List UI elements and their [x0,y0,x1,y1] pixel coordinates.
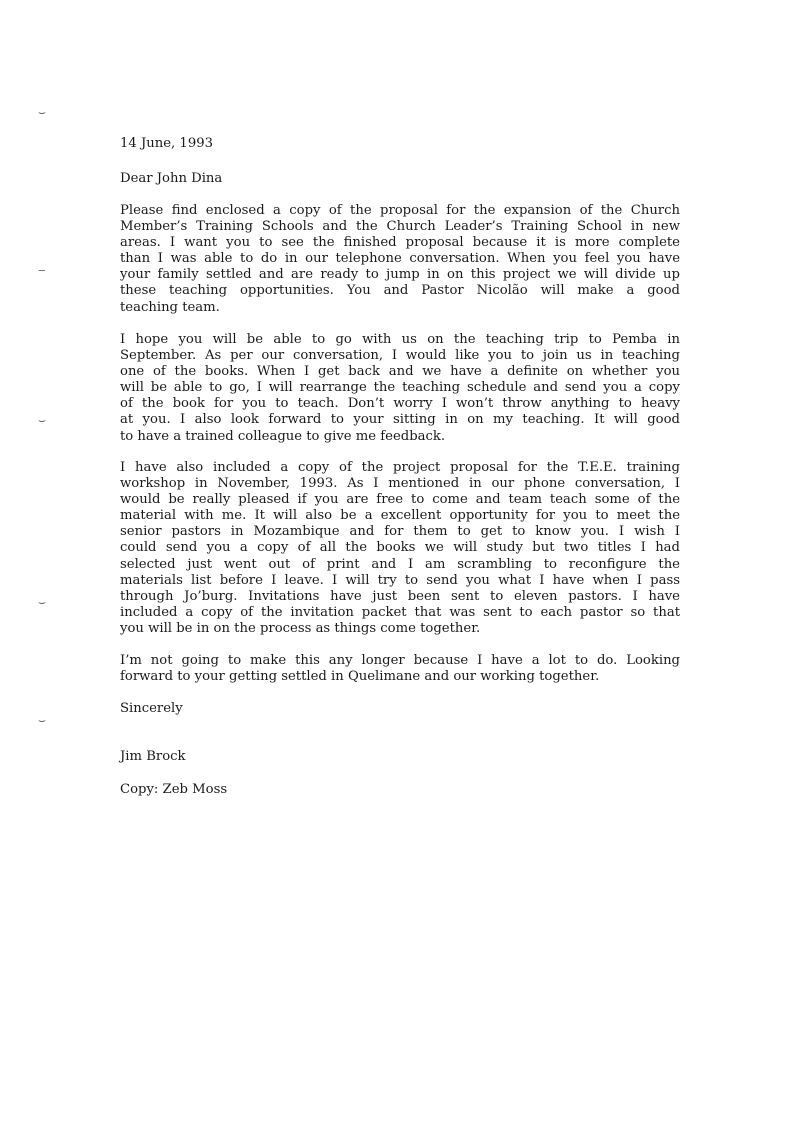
paragraph-line: areas. I want you to see the finished proposal because it is more complete [120,235,680,251]
paragraph-line: than I was able to do in our telephone conversation. When you feel you have [120,251,680,267]
paragraph-line: selected just went out of print and I am scrambling to reconfigure the [120,556,680,572]
paragraph-4 [120,653,680,685]
paragraph-line: at you. I also look forward to your sitting in on my teaching. It will good [120,412,680,428]
paragraph-line: teaching team. [120,299,220,315]
punch-mark: ⌣ [38,595,46,609]
paragraph-line: I have also included a copy of the project proposal for the T.E.E. training [120,460,680,475]
paragraph-line: could send you a copy of all the books we will study but two titles I had [120,540,680,556]
closing: Sincerely [120,701,183,716]
paragraph-line: materials list before I leave. I will try to send you what I have when I pass [120,572,680,588]
paragraph-line: through Jo’burg. Invitations have just been sent to eleven pastors. I have [120,588,680,604]
punch-mark: ‒ [38,263,46,277]
paragraph-line: material with me. It will also be a excellent opportunity for you to meet the [120,508,680,524]
paragraph-line: workshop in November, 1993. As I mentioned in our phone conversation, I [120,476,680,492]
paragraph-2 [120,332,680,445]
paragraph-line: Member’s Training Schools and the Church Leader’s Training School in new [120,219,680,235]
salutation: Dear John Dina [120,171,223,186]
paragraph-line: senior pastors in Mozambique and for them to get to know you. I wish I [120,524,680,540]
paragraph-line: I hope you will be able to go with us on the teaching trip to Pemba in [120,332,680,347]
paragraph-line: would be really pleased if you are free to come and team teach some of the [120,492,680,508]
paragraph-line: to have a trained colleague to give me feedback. [120,428,446,444]
paragraph-line: included a copy of the invitation packet that was sent to each pastor so that [120,604,680,620]
paragraph-line: will be able to go, I will rearrange the teaching schedule and send you a copy [120,380,680,396]
punch-mark: ⌣ [38,713,46,727]
paragraph-line: Please find enclosed a copy of the proposal for the expansion of the Church [120,203,680,218]
copy-recipient: Copy: Zeb Moss [120,782,228,797]
paragraph-line: I’m not going to make this any longer because I have a lot to do. Looking [120,653,680,668]
paragraph-line: you will be in on the process as things come together. [120,620,481,636]
punch-mark: ⌣ [38,413,46,427]
paragraph-line: these teaching opportunities. You and Pastor Nicolão will make a good [120,283,680,299]
paragraph-line: September. As per our conversation, I would like you to join us in teaching [120,348,680,364]
paragraph-line: of the book for you to teach. Don’t worry I won’t throw anything to heavy [120,396,680,412]
paragraph-line: one of the books. When I get back and we have a definite on whether you [120,364,680,380]
paragraph-line: your family settled and are ready to jump in on this project we will divide up [120,267,680,283]
signature-name: Jim Brock [120,749,186,764]
paragraph-1 [120,203,680,316]
punch-mark: ⌣ [38,105,46,119]
paragraph-line: forward to your getting settled in Quelimane and our working together. [120,669,600,685]
paragraph-3 [120,460,680,637]
letter-date: 14 June, 1993 [120,136,213,151]
